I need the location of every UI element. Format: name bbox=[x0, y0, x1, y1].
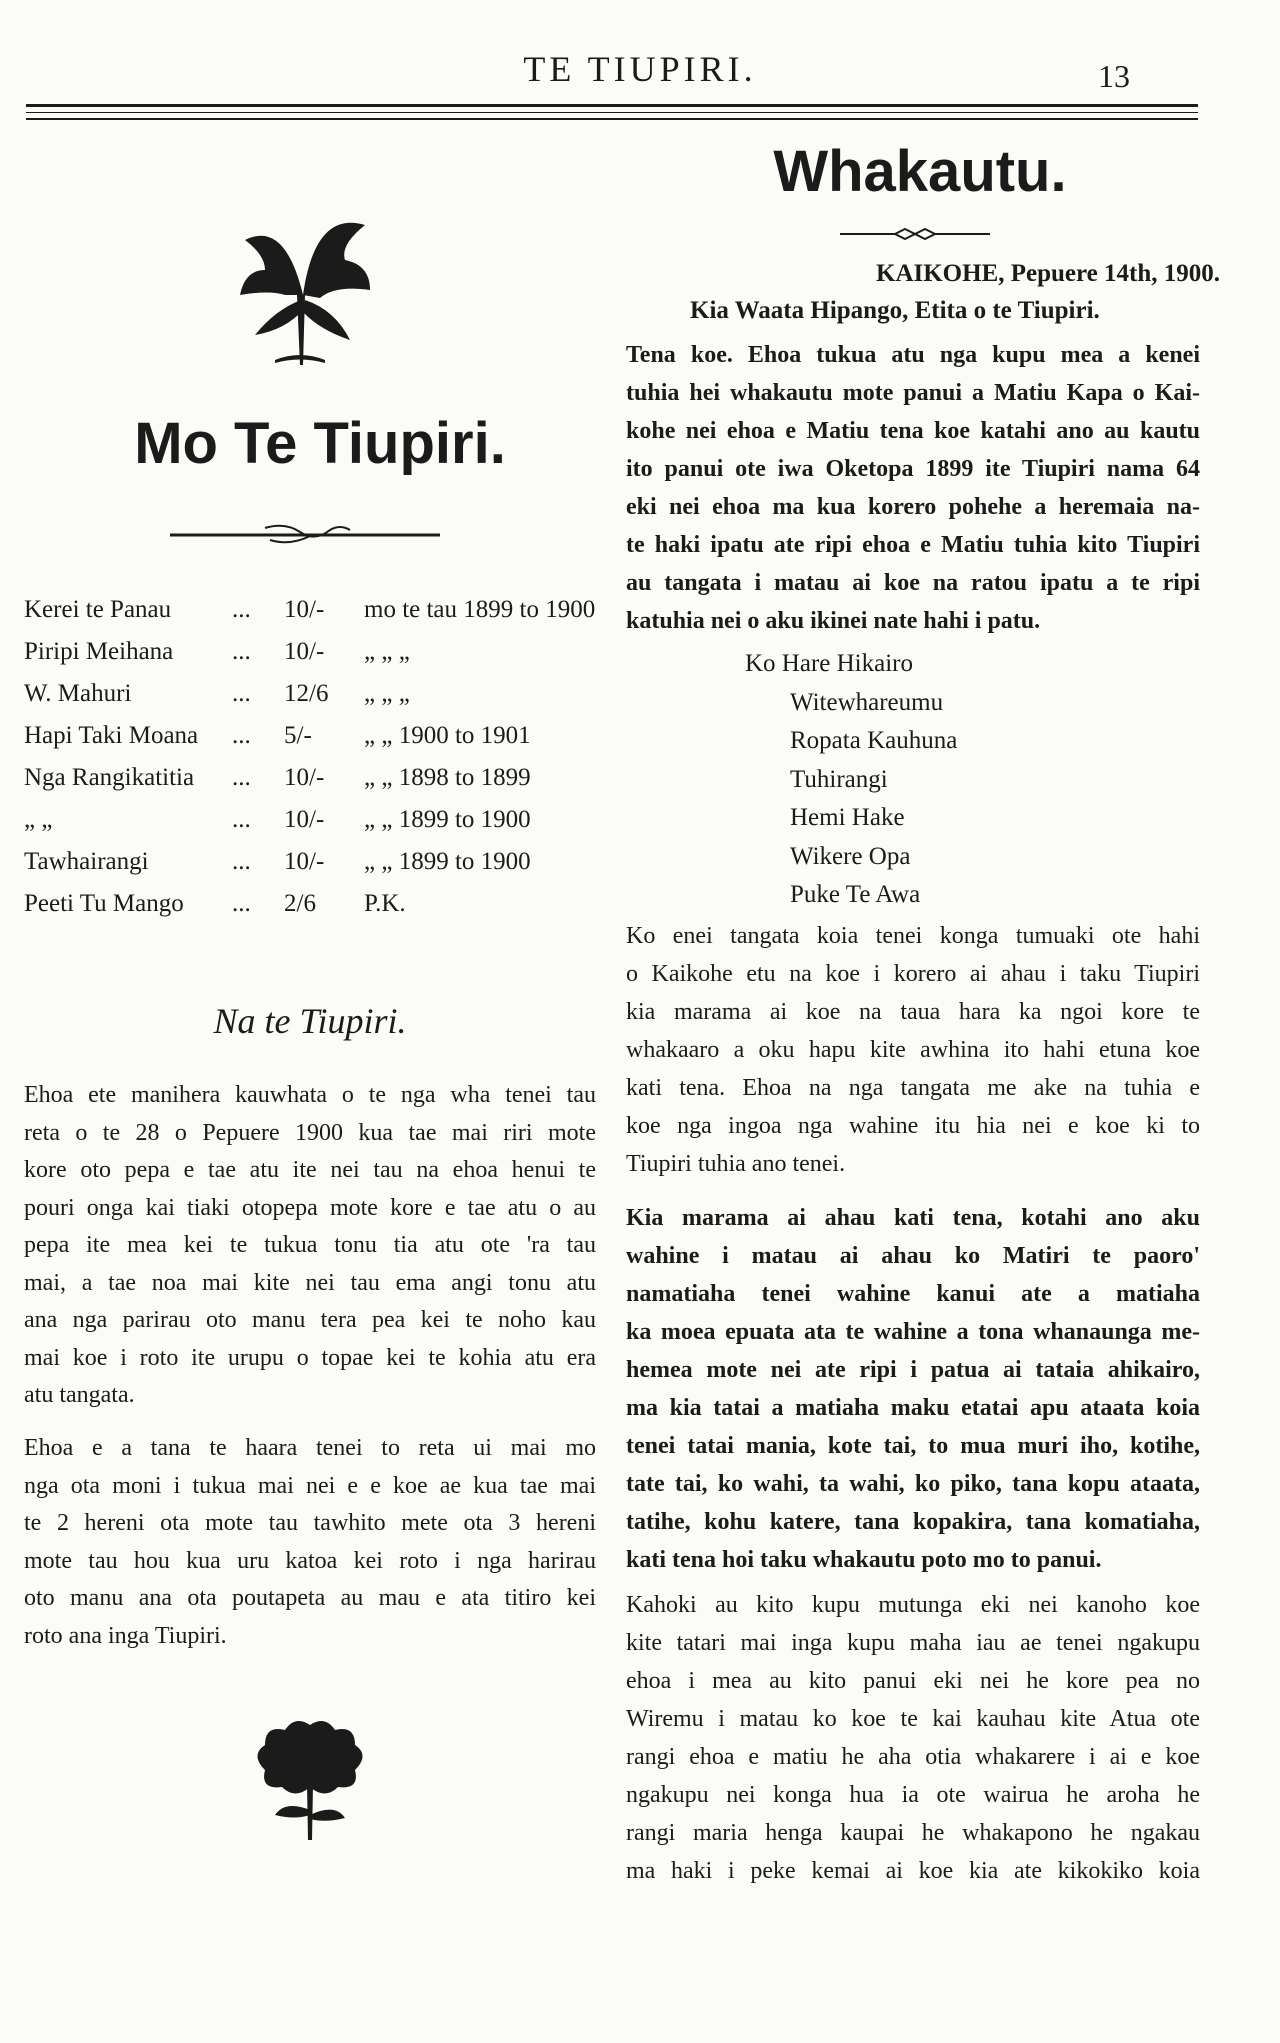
text-line: au tangata i matau ai koe na ratou ipatu a te ripi bbox=[626, 570, 1200, 596]
text-line: ka moea epuata ata te wahine a tona whanaunga me- bbox=[626, 1319, 1200, 1345]
right-paragraph-3 bbox=[626, 1199, 1200, 1579]
text-line: mote tau hou kua uru katoa kei roto i nga harirau bbox=[24, 1547, 596, 1574]
subscription-row bbox=[24, 890, 604, 932]
text-line: kati tena hoi taku whakautu poto mo to panui. bbox=[626, 1547, 1102, 1573]
text-line: atu tangata. bbox=[24, 1382, 135, 1408]
subscription-row bbox=[24, 722, 604, 764]
subscription-period: „ „ 1898 to 1899 bbox=[364, 764, 531, 791]
text-line: eki nei ehoa ma kua korero pohehe a heremaia na- bbox=[626, 494, 1200, 520]
text-line: o Kaikohe etu na koe i korero ai ahau i taku Tiupiri bbox=[626, 961, 1200, 987]
signatory-name: Witewhareumu bbox=[790, 688, 944, 716]
subscription-period: „ „ „ bbox=[364, 638, 410, 665]
text-line: katuhia nei o aku ikinei nate hahi i patu. bbox=[626, 608, 1041, 634]
letter-address: Kia Waata Hipango, Etita o te Tiupiri. bbox=[690, 297, 1100, 324]
text-line: roto ana inga Tiupiri. bbox=[24, 1622, 227, 1649]
text-line: Tena koe. Ehoa tukua atu nga kupu mea a kenei bbox=[626, 342, 1200, 368]
subscription-amount: 10/- bbox=[284, 596, 325, 623]
signatory-name: Wikere Opa bbox=[790, 842, 911, 870]
text-line: tatihe, kohu katere, tana kopakira, tana komatiaha, bbox=[626, 1509, 1200, 1535]
page-header-title: TE TIUPIRI. bbox=[523, 49, 757, 89]
page-number: 13 bbox=[1098, 58, 1130, 94]
subscription-period: mo te tau 1899 to 1900 bbox=[364, 596, 596, 623]
text-line: ito panui ote iwa Oketopa 1899 ite Tiupiri nama 64 bbox=[626, 456, 1200, 482]
subscription-amount: 5/- bbox=[284, 722, 312, 749]
leader-dots: ... bbox=[232, 638, 251, 665]
signatory-name: Ko Hare Hikairo bbox=[745, 650, 913, 677]
header-rule bbox=[26, 118, 1198, 120]
text-line: ana nga parirau oto manu tera pea kei te noho kau bbox=[24, 1307, 596, 1333]
leader-dots: ... bbox=[232, 680, 251, 707]
subscription-row bbox=[24, 596, 604, 638]
left-paragraph-1 bbox=[24, 1077, 596, 1415]
subscription-amount: 10/- bbox=[284, 848, 325, 875]
leader-dots: ... bbox=[232, 764, 251, 791]
text-line: wahine i matau ai ahau ko Matiri te paoro' bbox=[626, 1243, 1200, 1269]
subscriber-name: Peeti Tu Mango bbox=[24, 890, 184, 917]
text-line: kite tatari mai inga kupu maha iau ae tenei ngakupu bbox=[626, 1630, 1200, 1656]
text-line: hemea mote nei ate ripi i patua ai tataia ahikairo, bbox=[626, 1357, 1200, 1383]
subscription-row bbox=[24, 806, 604, 848]
subscription-amount: 10/- bbox=[284, 806, 325, 833]
subscription-row bbox=[24, 764, 604, 806]
text-line: kohe nei ehoa e Matiu tena koe katahi ano au kautu bbox=[626, 418, 1200, 444]
text-line: nga ota moni i tukua mai nei e e koe ae kua tae mai bbox=[24, 1472, 596, 1499]
text-line: Ehoa e a tana te haara tenei to reta ui mai mo bbox=[24, 1435, 596, 1461]
text-line: koe nga ingoa nga wahine itu hia nei e koe ki to bbox=[626, 1113, 1200, 1139]
signatory-name: Ropata Kauhuna bbox=[790, 727, 958, 754]
left-paragraph-2 bbox=[24, 1430, 596, 1655]
text-line: tate tai, ko wahi, ta wahi, ko piko, tana kopu ataata, bbox=[626, 1471, 1200, 1497]
subscription-row bbox=[24, 638, 604, 680]
text-line: Wiremu i matau ko koe te kai kauhau kite Atua ote bbox=[626, 1706, 1200, 1732]
subscriber-name: Tawhairangi bbox=[24, 848, 149, 875]
text-line: kati tena. Ehoa na nga tangata me ake na tuhia e bbox=[626, 1075, 1200, 1101]
flower-ornament-icon bbox=[250, 1715, 370, 1845]
subscription-amount: 10/- bbox=[284, 764, 325, 791]
text-line: Kahoki au kito kupu mutunga eki nei kanoho koe bbox=[626, 1592, 1200, 1618]
text-line: ma kia tatai a matiaha maku etatai apu ataata koia bbox=[626, 1395, 1200, 1421]
text-line: kia marama ai koe na taua hara ka ngoi kore te bbox=[626, 999, 1200, 1025]
subscriber-name: „ „ bbox=[24, 806, 53, 833]
header-rule bbox=[26, 112, 1198, 113]
text-line: reta o te 28 o Pepuere 1900 kua tae mai riri mote bbox=[24, 1119, 596, 1146]
leader-dots: ... bbox=[232, 848, 251, 875]
subscriber-name: Piripi Meihana bbox=[24, 638, 174, 665]
subscription-period: „ „ „ bbox=[364, 680, 410, 707]
right-paragraph-2 bbox=[626, 917, 1200, 1183]
signatory-name: Hemi Hake bbox=[790, 804, 905, 831]
letter-dateline: KAIKOHE, Pepuere 14th, 1900. bbox=[876, 260, 1220, 287]
text-line: rangi ehoa e matiu he aha otia whakarere i ai e koe bbox=[626, 1744, 1200, 1770]
leader-dots: ... bbox=[232, 596, 251, 623]
text-line: ma haki i peke kemai ai koe kia ate kikokiko koia bbox=[626, 1858, 1200, 1884]
text-line: ehoa i mea au kito panui eki nei he kore pea no bbox=[626, 1668, 1200, 1694]
subscription-period: P.K. bbox=[364, 890, 406, 917]
leader-dots: ... bbox=[232, 722, 251, 749]
subscriber-name: W. Mahuri bbox=[24, 680, 132, 707]
signatory-list bbox=[745, 650, 957, 920]
leader-dots: ... bbox=[232, 890, 251, 917]
text-line: mai koe i roto ite urupu o topae kei te kohia atu era bbox=[24, 1344, 596, 1371]
text-line: kore oto pepa e tae atu ite nei tau na ehoa henui te bbox=[24, 1157, 596, 1183]
subscription-row bbox=[24, 848, 604, 890]
text-line: Ko enei tangata koia tenei konga tumuaki ote hahi bbox=[626, 923, 1200, 949]
text-line: pepa ite mea kei te tukua tonu tia atu ote 'ra tau bbox=[24, 1232, 596, 1258]
text-line: mai, a tae noa mai kite nei tau ema angi tonu atu bbox=[24, 1269, 596, 1296]
text-line: te 2 hereni ota mote tau tawhito mete ota 3 hereni bbox=[24, 1510, 596, 1536]
signatory-name: Puke Te Awa bbox=[790, 881, 921, 908]
text-line: whakaaro a oku hapu kite awhina ito hahi etuna koe bbox=[626, 1037, 1200, 1063]
subscription-amount: 10/- bbox=[284, 638, 325, 665]
subscriber-name: Nga Rangikatitia bbox=[24, 764, 195, 791]
subscriber-name: Kerei te Panau bbox=[24, 596, 172, 623]
subscription-amount: 12/6 bbox=[284, 680, 329, 707]
right-section-heading: Whakautu. bbox=[773, 139, 1067, 204]
ornamental-divider-icon bbox=[170, 520, 440, 550]
text-line: te haki ipatu ate ripi ehoa e Matiu tuhia kito Tiupiri bbox=[626, 532, 1200, 558]
text-line: oto manu ana ota poutapeta au mau e ata titiro kei bbox=[24, 1585, 596, 1611]
subscription-list bbox=[24, 596, 604, 932]
subscriber-name: Hapi Taki Moana bbox=[24, 722, 199, 749]
text-line: Kia marama ai ahau kati tena, kotahi ano aku bbox=[626, 1205, 1200, 1231]
subscription-period: „ „ 1899 to 1900 bbox=[364, 848, 531, 875]
subscription-period: „ „ 1899 to 1900 bbox=[364, 806, 531, 833]
left-section-heading: Mo Te Tiupiri. bbox=[134, 411, 506, 476]
signatory-name: Tuhirangi bbox=[790, 765, 888, 793]
subscription-amount: 2/6 bbox=[284, 890, 316, 917]
text-line: tenei tatai mania, kote tai, to mua muri iho, kotihe, bbox=[626, 1433, 1200, 1459]
right-paragraph-1 bbox=[626, 336, 1200, 640]
text-line: pouri onga kai tiaki otopepa mote kore e tae atu o au bbox=[24, 1194, 596, 1221]
ornamental-divider-icon bbox=[840, 226, 990, 242]
right-paragraph-4 bbox=[626, 1586, 1200, 1890]
text-line: Tiupiri tuhia ano tenei. bbox=[626, 1151, 846, 1177]
subscription-period: „ „ 1900 to 1901 bbox=[364, 722, 531, 749]
header-rule bbox=[26, 104, 1198, 107]
text-line: Ehoa ete manihera kauwhata o te nga wha tenei tau bbox=[24, 1082, 596, 1108]
text-line: namatiaha tenei wahine kanui ate a matiaha bbox=[626, 1281, 1200, 1307]
text-line: ngakupu nei konga hua ia ote wairua he aroha he bbox=[626, 1782, 1200, 1808]
fern-ornament-icon bbox=[225, 200, 375, 370]
text-line: rangi maria henga kaupai he whakapono he ngakau bbox=[626, 1820, 1200, 1846]
subscription-row bbox=[24, 680, 604, 722]
leader-dots: ... bbox=[232, 806, 251, 833]
text-line: tuhia hei whakautu mote panui a Matiu Kapa o Kai- bbox=[626, 380, 1200, 406]
editor-signoff: Na te Tiupiri. bbox=[213, 1001, 407, 1041]
